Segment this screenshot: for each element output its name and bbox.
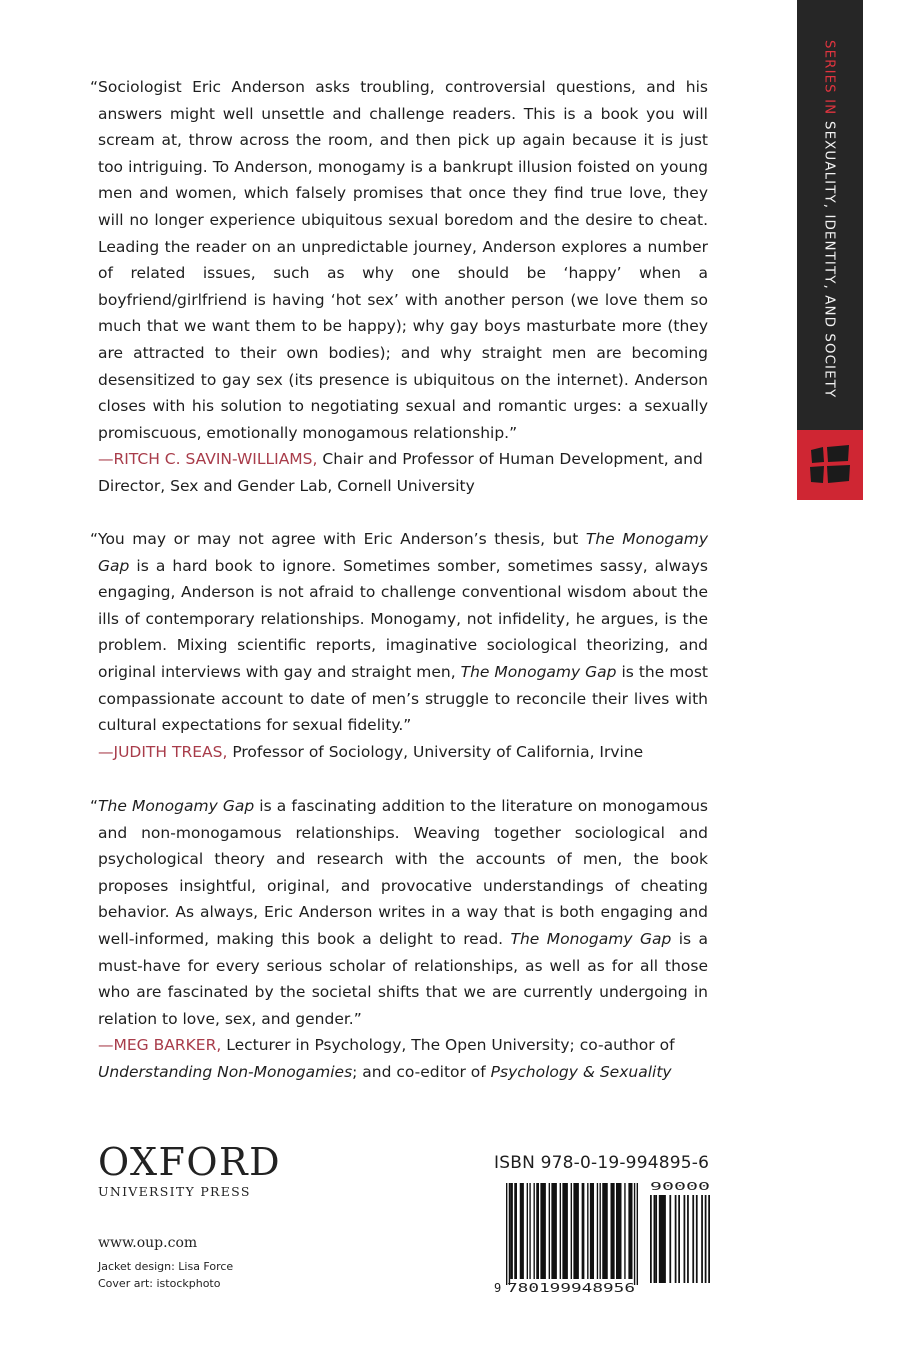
barcode-bar: [624, 1183, 625, 1279]
barcode-bar: [549, 1183, 550, 1279]
series-name: SEXUALITY, IDENTITY, AND SOCIETY: [821, 120, 837, 398]
barcode-bar: [655, 1195, 657, 1283]
book-title: The Monogamy Gap: [98, 530, 708, 575]
barcode-bar: [529, 1183, 530, 1279]
isbn-label: ISBN 978-0-19-994895-6: [494, 1153, 710, 1173]
barcode-main-bars: [506, 1183, 638, 1285]
barcode-bar: [536, 1183, 539, 1279]
series-title: [799, 40, 859, 420]
book-title: The Monogamy Gap: [460, 662, 617, 681]
barcode-bar: [560, 1183, 561, 1279]
publisher-logo: [98, 1140, 282, 1199]
barcode-bar: [540, 1183, 546, 1279]
barcode-bar: [611, 1183, 615, 1279]
barcode-bar: [637, 1183, 638, 1285]
isbn-barcode: [494, 1179, 712, 1295]
barcode-bar: [510, 1183, 513, 1279]
barcode-bar: [684, 1195, 686, 1283]
barcode-bar: [520, 1183, 524, 1279]
book-title: Understanding Non-Monogamies: [98, 1062, 353, 1081]
book-title: The Monogamy Gap: [510, 929, 672, 948]
barcode-first-digit: 9: [494, 1281, 502, 1295]
barcode-addon-bars: [650, 1195, 710, 1283]
review-quote-2: “You may or may not agree with Eric Anderson’s thesis, but The Monogamy Gap is a hard book to ignore. Sometimes somber, sometimes sassy, always engaging, Anderson is not afraid to challenge conventional wisdom about the ills of contemporary relationships. Monogamy, not infidelity, he argues, is the problem. Mixing scientific reports, imaginative sociological theorizing, and original interviews with gay and straight men, The Monogamy Gap is the most compassionate account to date of men’s struggle to reconcile their lives with cultural expectations for sexual fidelity.” —JUDITH TREAS, Professor of Sociology, University of California, Irvine: [98, 526, 708, 765]
barcode-bar: [587, 1183, 588, 1279]
barcode-bar: [571, 1183, 572, 1279]
review-text: Sociologist Eric Anderson asks troubling, controversial questions, and his answers might well unsettle and challenge readers. This is a book you will scream at, throw across the room, and then pick up again because it is just too intriguing. To Anderson, monogamy is a bankrupt illusion foisted on young men and women, which falsely promises that once they find true love, they will no longer experience ubiquitous sexual boredom and the desire to cheat. Leading the reader on an unpredictable journey, Anderson explores a number of related issues, such as why one should be ‘happy’ when a boyfriend/girlfriend is having ‘hot sex’ with another person (we love them so much that we want them to be happy); why gay boys masturbate more (they are attracted to their own bodies); and why straight men are becoming desensitized to gay sex (its presence is ubiquitous on the internet). Anderson closes with his solution to negotiating sexual and romantic urges: a sexually promiscuous, emotionally monogamous relationship.”: [98, 78, 708, 442]
review-attribution: —MEG BARKER, Lecturer in Psychology, The Open University; co-author of Understanding Non-Monogamies; and co-editor of Psychology & Sexuality: [98, 1036, 675, 1081]
barcode-bar: [527, 1183, 528, 1279]
barcode-bar: [705, 1195, 707, 1283]
reviewer-affiliation: Professor of Sociology, University of California, Irvine: [232, 742, 644, 761]
barcode-bar: [708, 1195, 710, 1283]
barcode-bar: [659, 1195, 666, 1283]
review-attribution: [98, 739, 708, 766]
reviewer-name: —RITCH C. SAVIN-WILLIAMS,: [98, 450, 318, 469]
publisher-subtitle: UNIVERSITY PRESS: [98, 1184, 251, 1199]
barcode-bar: [701, 1195, 703, 1283]
barcode-bar: [514, 1183, 517, 1279]
barcode-bar: [654, 1195, 656, 1283]
jacket-design-credit: Jacket design: Lisa Force: [98, 1260, 234, 1273]
barcode-bar: [628, 1183, 632, 1279]
barcode-bar: [634, 1183, 635, 1285]
barcode-bar: [678, 1195, 680, 1283]
book-title: The Monogamy Gap: [98, 797, 255, 815]
publisher-name: OXFORD: [98, 1140, 282, 1184]
cover-art-credit: Cover art: istockphoto: [98, 1277, 221, 1290]
barcode-digits: 780199948956: [507, 1281, 635, 1295]
barcode-bar: [562, 1183, 568, 1279]
barcode-bar: [506, 1183, 507, 1285]
barcode-bar: [669, 1195, 671, 1283]
barcode-bar: [590, 1183, 594, 1279]
barcode-bar: [582, 1183, 585, 1279]
review-quote-1: “Sociologist Eric Anderson asks troubling, controversial questions, and his answers might well unsettle and challenge readers. This is a book you will scream at, throw across the room, and then pick up again because it is just too intriguing. To Anderson, monogamy is a bankrupt illusion foisted on young men and women, which falsely promises that once they find true love, they will no longer experience ubiquitous sexual boredom and the desire to cheat. Leading the reader on an unpredictable journey, Anderson explores a number of related issues, such as why one should be ‘happy’ when a boyfriend/girlfriend is having ‘hot sex’ with another person (we love them so much that we want them to be happy); why gay boys masturbate more (they are attracted to their own bodies); and why straight men are becoming desensitized to gay sex (its presence is ubiquitous on the internet). Anderson closes with his solution to negotiating sexual and romantic urges: a sexually promiscuous, emotionally monogamous relationship.” —RITCH C. SAVIN-WILLIAMS, Chair and Professor of Human Development, and Director, Sex and Gender Lab, Cornell University: [98, 74, 708, 500]
series-spine-band: [797, 0, 863, 500]
cover-credits: [98, 1258, 233, 1292]
series-logo-icon: [808, 441, 852, 487]
reviewer-affiliation: Chair and Professor of Human Development, and Director, Sex and Gender Lab, Cornell University: [98, 450, 703, 495]
publisher-url[interactable]: www.oup.com: [98, 1235, 198, 1251]
barcode-bar: [650, 1195, 652, 1283]
barcode-addon-digits: 90000: [650, 1180, 710, 1193]
barcode-bar: [534, 1183, 535, 1279]
series-prefix: SERIES IN: [821, 40, 837, 116]
barcode-bar: [696, 1195, 698, 1283]
reviewer-name: —JUDITH TREAS,: [98, 742, 228, 761]
review-quote-3: “The Monogamy Gap is a fascinating addition to the literature on monogamous and non-monogamous relationships. Weaving together sociological and psychological theory and research with the accounts of men, the book proposes insightful, original, and provocative understandings of cheating behavior. As always, Eric Anderson writes in a way that is both engaging and well-informed, making this book a delight to read. The Monogamy Gap is a must-have for every serious scholar of relationships, as well as for all those who are fascinated by the societal shifts that we are currently undergoing in relation to love, sex, and gender.” —MEG BARKER, Lecturer in Psychology, The Open University; co-author of Understanding Non-Monogamies; and co-editor of Psychology & Sexuality: [98, 793, 708, 1086]
barcode-bar: [597, 1183, 598, 1279]
barcode-bar: [602, 1183, 608, 1279]
review-attribution: [98, 446, 708, 499]
barcode-bar: [687, 1195, 689, 1283]
barcode-bar: [600, 1183, 601, 1279]
barcode-bar: [509, 1183, 510, 1285]
barcode-bar: [692, 1195, 694, 1283]
barcode-bar: [616, 1183, 622, 1279]
reviewer-name: —MEG BARKER,: [98, 1036, 222, 1055]
barcode-bar: [573, 1183, 579, 1279]
barcode-bar: [675, 1195, 677, 1283]
book-title: Psychology & Sexuality: [490, 1062, 672, 1081]
barcode-bar: [551, 1183, 557, 1279]
